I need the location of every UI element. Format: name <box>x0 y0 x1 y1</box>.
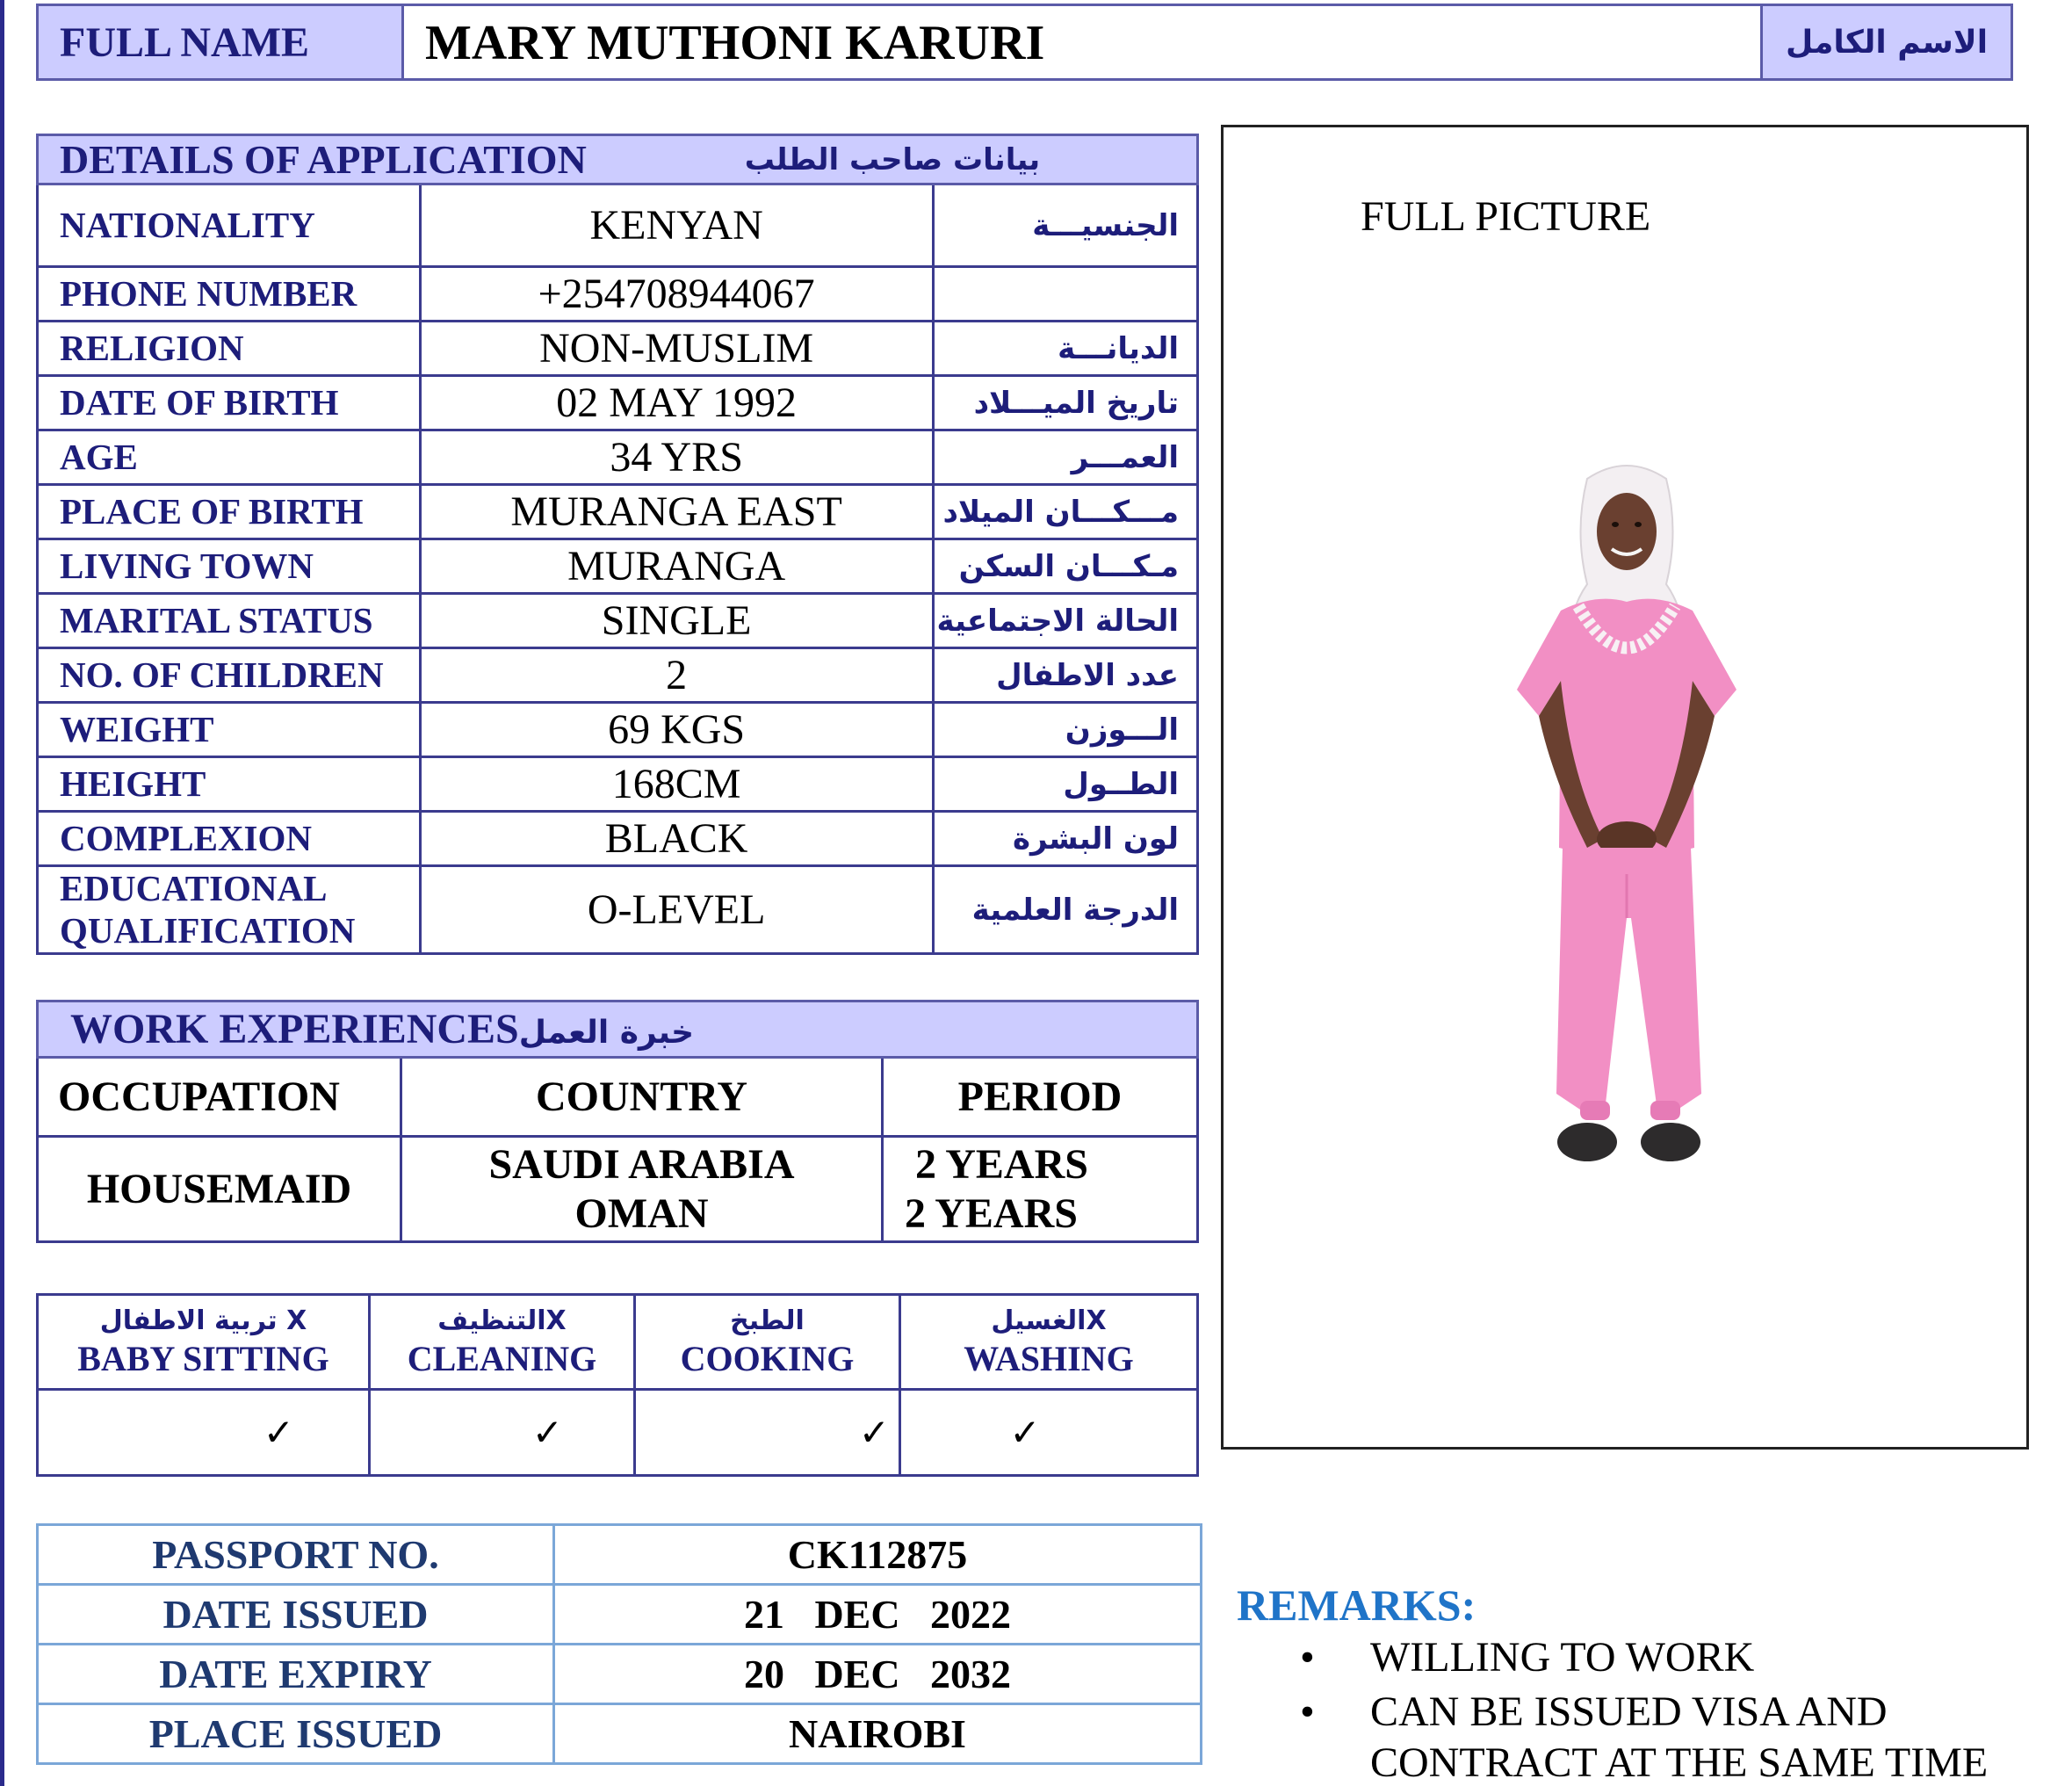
skill-label-arabic: Xالتنظيف <box>437 1305 567 1336</box>
detail-row-place-of-birth <box>38 485 1198 539</box>
skill-baby-sitting <box>38 1295 370 1390</box>
skill-label-arabic: Xالغسيل <box>991 1305 1107 1336</box>
detail-label-arabic: تاريخ الميـــلاد <box>933 376 1197 430</box>
checkmark-icon: ✓ <box>635 1390 900 1476</box>
full-picture-box <box>1221 125 2029 1450</box>
remark-item <box>1300 1687 2064 1786</box>
passport-label: DATE EXPIRY <box>38 1645 554 1704</box>
detail-value: KENYAN <box>420 184 933 267</box>
detail-row-phone <box>38 267 1198 322</box>
detail-label: COMPLEXION <box>38 812 421 866</box>
skills-table <box>36 1293 1199 1477</box>
applicant-photo <box>1499 461 1754 1182</box>
detail-label: HEIGHT <box>38 757 421 812</box>
remark-text: CAN BE ISSUED VISA AND CONTRACT AT THE SAME TIME <box>1370 1688 1989 1786</box>
passport-row <box>38 1645 1202 1704</box>
detail-row-education <box>38 866 1198 954</box>
skill-label: COOKING <box>680 1338 855 1378</box>
detail-label-arabic: لون البشرة <box>933 812 1197 866</box>
detail-row-weight <box>38 703 1198 757</box>
work-periods <box>883 1137 1198 1242</box>
work-header-row <box>38 1001 1198 1058</box>
passport-value: NAIROBI <box>554 1704 1202 1764</box>
passport-row <box>38 1585 1202 1645</box>
bullet-icon: • <box>1300 1634 1315 1681</box>
detail-label-arabic: مـكـــان السكن <box>933 539 1197 594</box>
detail-label-arabic: العمـــر <box>933 430 1197 485</box>
details-title: DETAILS OF APPLICATION <box>60 137 587 182</box>
passport-value: CK112875 <box>554 1525 1202 1585</box>
work-experiences-table <box>36 1000 1199 1243</box>
detail-label: LIVING TOWN <box>38 539 421 594</box>
detail-value: 69 KGS <box>420 703 933 757</box>
detail-row-religion <box>38 322 1198 376</box>
skill-label-arabic: X تربية الاطفال <box>99 1305 307 1336</box>
skills-header-row <box>38 1295 1198 1390</box>
work-title-arabic: خبرة العمل <box>518 1015 695 1051</box>
full-name-value: MARY MUTHONI KARURI <box>425 16 1045 70</box>
work-period: 2 YEARS <box>915 1141 1088 1189</box>
application-details-table <box>36 134 1199 955</box>
page-left-rule <box>0 0 4 1786</box>
checkmark-icon: ✓ <box>900 1390 1198 1476</box>
full-name-label: FULL NAME <box>39 6 404 78</box>
detail-label-arabic: الدرجة العلمية <box>933 866 1197 954</box>
work-period: 2 YEARS <box>905 1189 1078 1237</box>
detail-value: NON-MUSLIM <box>420 322 933 376</box>
work-occupation: HOUSEMAID <box>38 1137 401 1242</box>
detail-label-arabic: الحالة الاجتماعية <box>933 594 1197 648</box>
detail-label-arabic <box>933 267 1197 322</box>
work-entry-row <box>38 1137 1198 1242</box>
work-title: WORK EXPERIENCES <box>70 1006 519 1052</box>
detail-label: NO. OF CHILDREN <box>38 648 421 703</box>
detail-label: MARITAL STATUS <box>38 594 421 648</box>
passport-label: DATE ISSUED <box>38 1585 554 1645</box>
detail-value: MURANGA EAST <box>420 485 933 539</box>
detail-row-height <box>38 757 1198 812</box>
skill-cooking <box>635 1295 900 1390</box>
detail-label-arabic: مـــكـــان الميلاد <box>933 485 1197 539</box>
passport-value: 20 DEC 2032 <box>554 1645 1202 1704</box>
details-header-row <box>38 135 1198 184</box>
detail-label: PHONE NUMBER <box>38 267 421 322</box>
detail-label-arabic: الـــوزن <box>933 703 1197 757</box>
detail-row-date-of-birth <box>38 376 1198 430</box>
detail-label: EDUCATIONAL QUALIFICATION <box>38 866 421 954</box>
passport-value: 21 DEC 2022 <box>554 1585 1202 1645</box>
detail-label-arabic: الطــول <box>933 757 1197 812</box>
detail-row-complexion <box>38 812 1198 866</box>
detail-label: RELIGION <box>38 322 421 376</box>
full-name-label-arabic: الاسم الكامل <box>1760 6 2011 78</box>
full-name-bar <box>36 4 2013 81</box>
skill-washing <box>900 1295 1198 1390</box>
detail-label-arabic: الديانـــة <box>933 322 1197 376</box>
skill-label: WASHING <box>964 1338 1134 1378</box>
detail-value: BLACK <box>420 812 933 866</box>
detail-value: 168CM <box>420 757 933 812</box>
detail-label: PLACE OF BIRTH <box>38 485 421 539</box>
work-column-period: PERIOD <box>883 1058 1198 1137</box>
detail-label: NATIONALITY <box>38 184 421 267</box>
details-title-arabic: بيانات صاحب الطلب <box>744 141 1041 177</box>
remarks-title: REMARKS: <box>1237 1580 1476 1630</box>
checkmark-icon: ✓ <box>370 1390 635 1476</box>
work-columns-row <box>38 1058 1198 1137</box>
skill-label: CLEANING <box>407 1338 597 1378</box>
detail-label: DATE OF BIRTH <box>38 376 421 430</box>
detail-row-living-town <box>38 539 1198 594</box>
work-country: SAUDI ARABIA <box>488 1141 795 1189</box>
detail-label-arabic: عدد الاطفال <box>933 648 1197 703</box>
full-picture-label: FULL PICTURE <box>1361 193 1651 240</box>
work-countries <box>401 1137 883 1242</box>
work-country: OMAN <box>574 1189 709 1237</box>
detail-row-nationality <box>38 184 1198 267</box>
detail-value: 02 MAY 1992 <box>420 376 933 430</box>
bullet-icon: • <box>1300 1688 1315 1735</box>
detail-value: MURANGA <box>420 539 933 594</box>
detail-value: +254708944067 <box>420 267 933 322</box>
passport-row <box>38 1525 1202 1585</box>
remarks-list <box>1300 1632 2064 1786</box>
passport-row <box>38 1704 1202 1764</box>
detail-row-children <box>38 648 1198 703</box>
remark-item <box>1300 1632 2064 1683</box>
passport-label: PASSPORT NO. <box>38 1525 554 1585</box>
detail-label: AGE <box>38 430 421 485</box>
detail-value: 34 YRS <box>420 430 933 485</box>
detail-label-arabic: الجنسيـــة <box>933 184 1197 267</box>
work-column-country: COUNTRY <box>401 1058 883 1137</box>
detail-value: 2 <box>420 648 933 703</box>
detail-value: O-LEVEL <box>420 866 933 954</box>
detail-value: SINGLE <box>420 594 933 648</box>
passport-label: PLACE ISSUED <box>38 1704 554 1764</box>
work-column-occupation: OCCUPATION <box>38 1058 401 1137</box>
passport-table <box>36 1523 1202 1765</box>
detail-row-age <box>38 430 1198 485</box>
detail-label: WEIGHT <box>38 703 421 757</box>
checkmark-icon: ✓ <box>38 1390 370 1476</box>
skill-cleaning <box>370 1295 635 1390</box>
skill-label: BABY SITTING <box>77 1338 329 1378</box>
detail-row-marital-status <box>38 594 1198 648</box>
skill-label-arabic: الطبخ <box>730 1305 805 1336</box>
skills-check-row <box>38 1390 1198 1476</box>
remark-text: WILLING TO WORK <box>1370 1634 1755 1681</box>
